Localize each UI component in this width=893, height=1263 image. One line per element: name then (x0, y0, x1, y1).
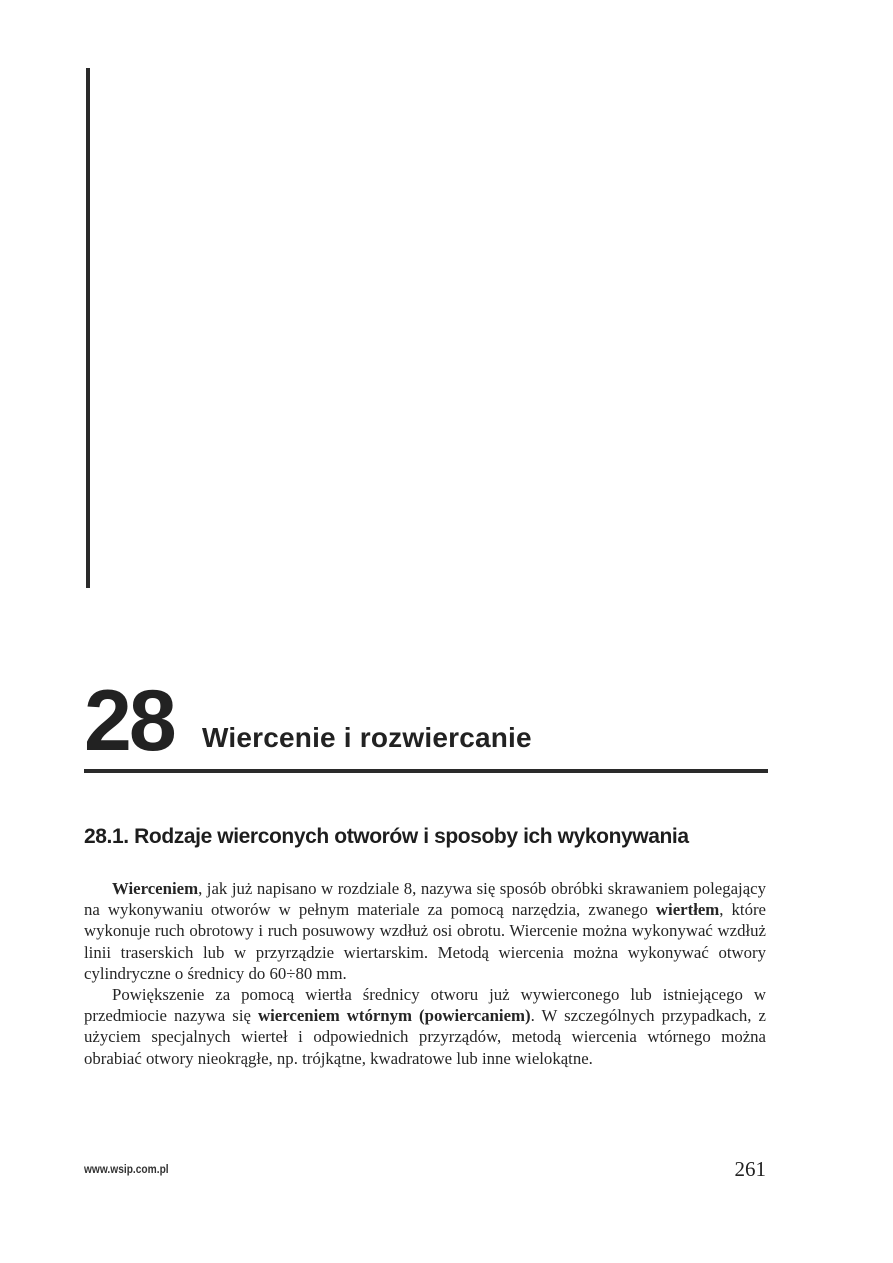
publisher-url: www.wsip.com.pl (84, 1162, 169, 1176)
paragraph-1-text-a: , jak już napisano w rozdziale 8, nazywa się sposób obróbki skrawaniem polegający na wykonywaniu otworów w pełnym materiale za pomocą narzędzia, zwanego (84, 879, 766, 920)
chapter-title: Wiercenie i rozwiercanie (202, 722, 532, 753)
chapter-header (84, 673, 768, 769)
paragraph-1-text-b: , które wykonuje ruch obrotowy i ruch posuwowy wzdłuż osi obrotu. Wiercenie można wykonywać wzdłuż linii traserskich lub w przyrządzie wiertarskim. Metodą wiercenia można wykonywać otwory cylindryczne o średnicy do 60÷80 mm. (84, 900, 766, 983)
term-wiercenie: Wierceniem (112, 879, 199, 898)
term-wiercenie-wtorne: wierceniem wtórnym (powiercaniem) (258, 1006, 531, 1026)
vertical-rule (86, 68, 90, 588)
term-wiertlo: wiertłem (655, 900, 720, 920)
paragraph-1 (84, 878, 766, 984)
paragraph-2-text-b: . W szczególnych przypadkach, z użyciem specjalnych wierteł i odpowiednich przyrządów, metodą wiercenia wtórnego można obrabiać otwory nieokrągłe, np. trójkątne, kwadratowe lub inne wielokątne. (84, 1006, 767, 1068)
section-heading: 28.1. Rodzaje wierconych otworów i sposoby ich wykonywania (84, 825, 689, 848)
body-text (84, 878, 766, 1069)
paragraph-2 (84, 984, 766, 1069)
chapter-rule (84, 769, 768, 773)
paragraph-2-text-a: Powiększenie za pomocą wiertła średnicy otworu już wywierconego lub istniejącego w przedmiocie nazywa się (84, 985, 766, 1026)
chapter-number: 28 (84, 673, 174, 769)
page-number: 261 (734, 1157, 766, 1181)
